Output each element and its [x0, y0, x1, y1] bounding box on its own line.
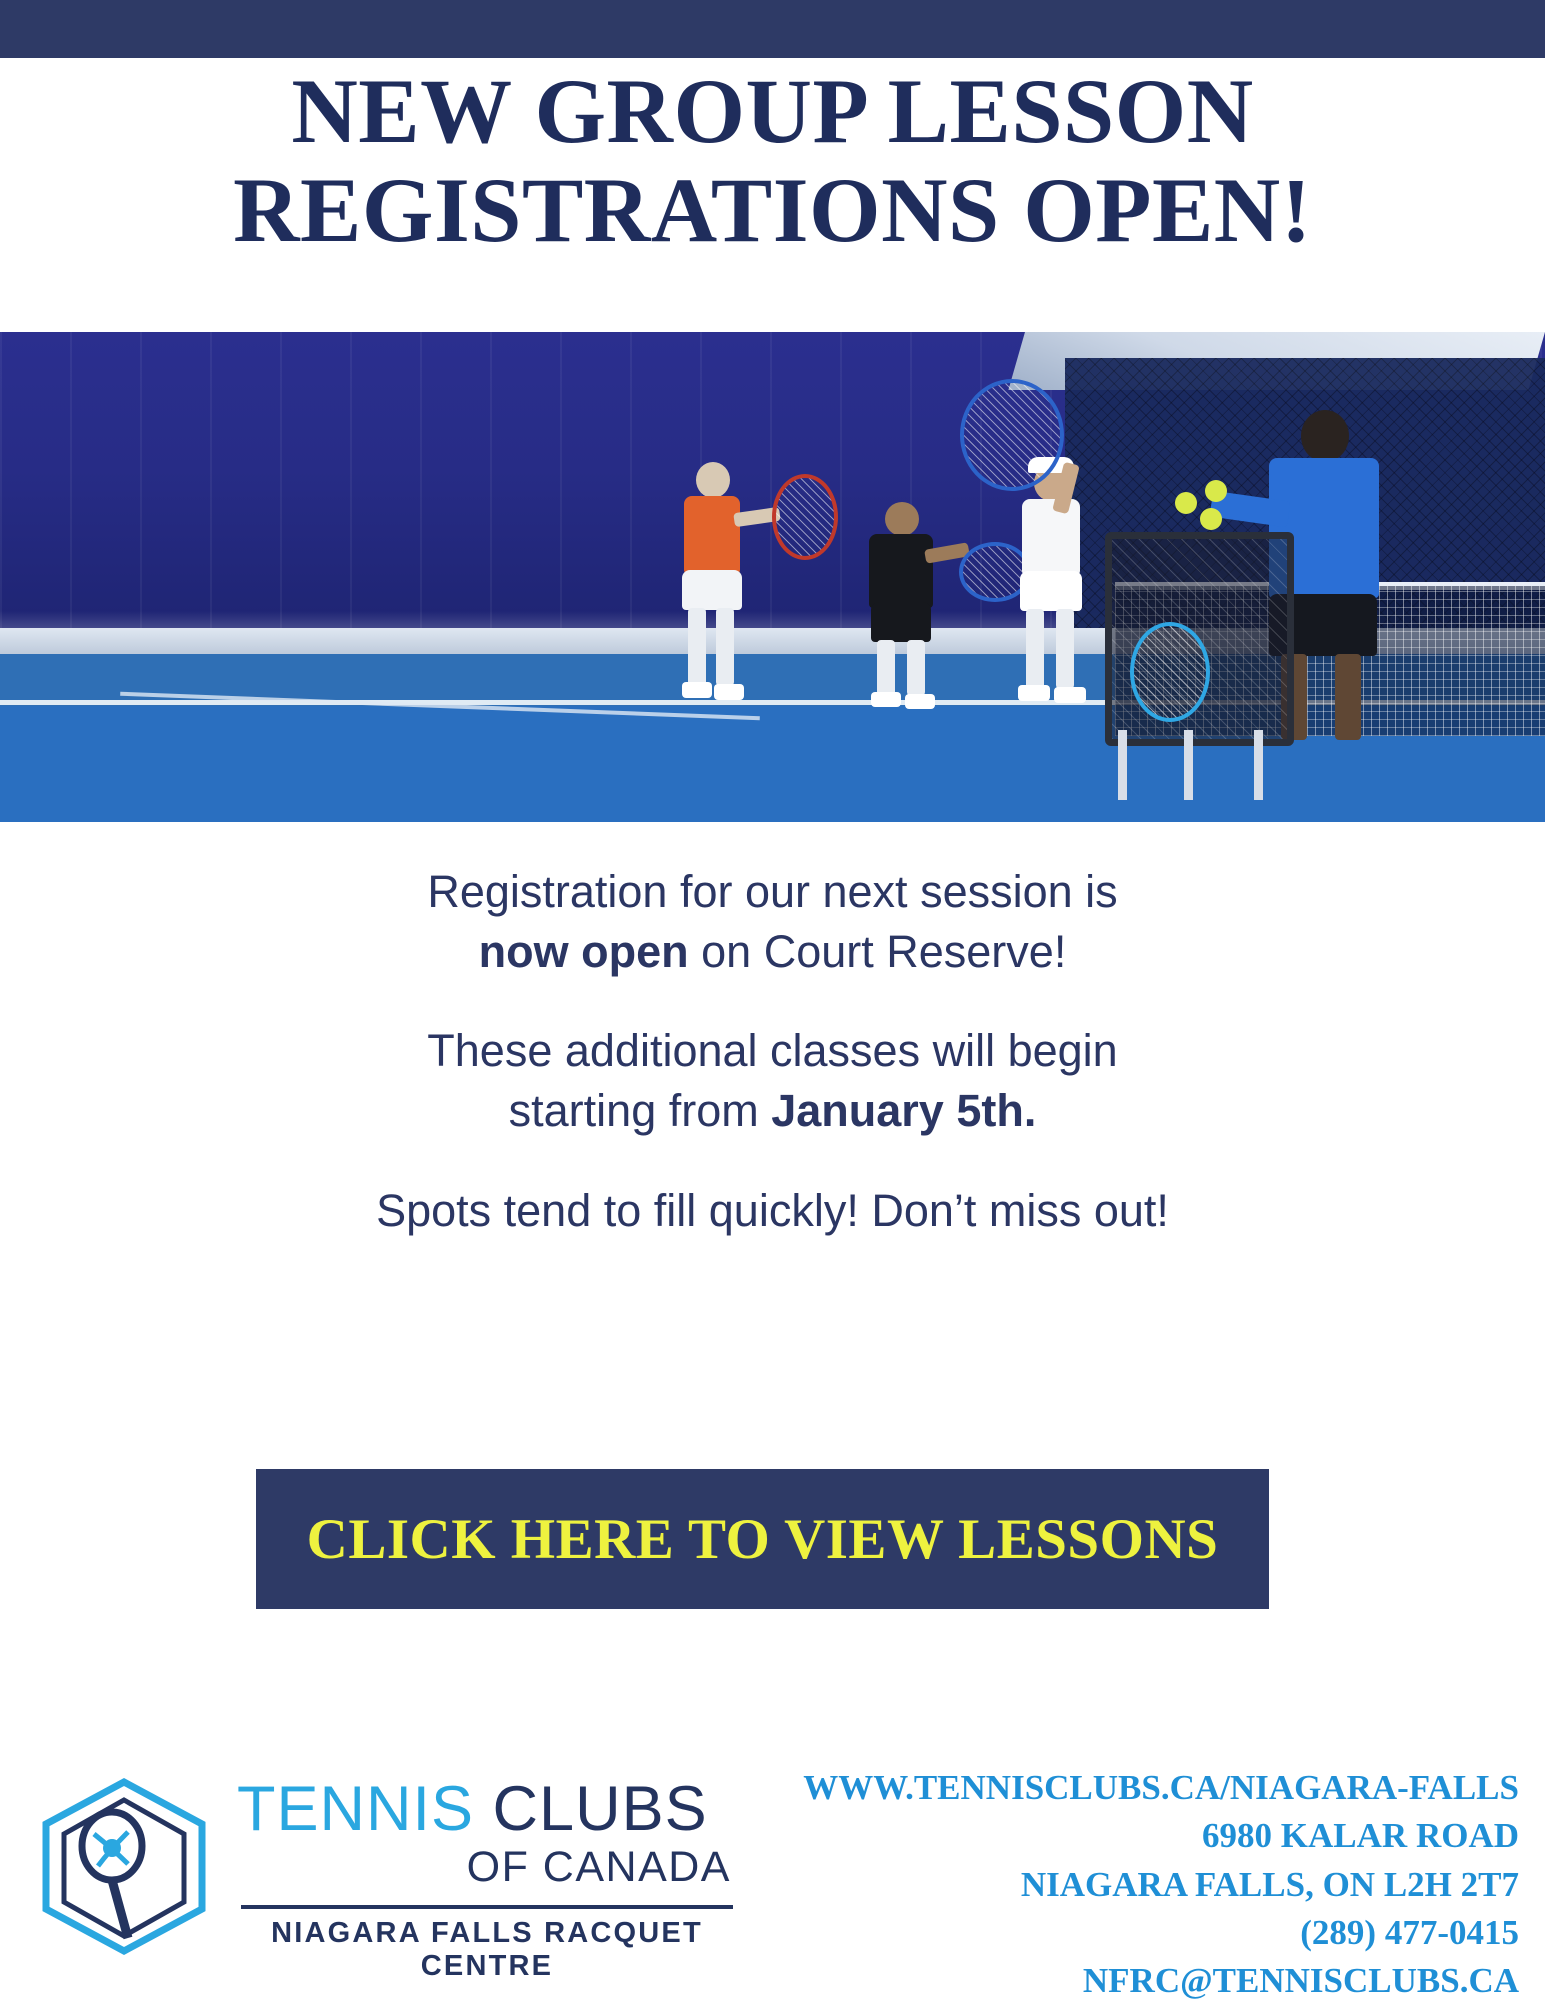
player-two-leg-left	[877, 640, 895, 696]
logo-word-clubs: CLUBS	[492, 1774, 708, 1844]
player-three-shoe-right	[1054, 687, 1086, 703]
view-lessons-button[interactable]	[256, 1469, 1269, 1609]
body-copy	[0, 862, 1545, 1279]
paragraph-registration-bold: now open	[478, 926, 689, 978]
contact-address-line-1: 6980 KALAR ROAD	[1202, 1816, 1519, 1856]
contact-address-line-2: NIAGARA FALLS, ON L2H 2T7	[1020, 1864, 1519, 1904]
player-three-skirt	[1020, 571, 1082, 611]
logo-divider	[241, 1905, 733, 1909]
tennis-ball-2	[1205, 480, 1227, 502]
logo-line-2: OF CANADA	[466, 1843, 731, 1891]
player-two	[855, 502, 975, 712]
tennis-ball-3	[1200, 508, 1222, 530]
footer	[0, 1742, 1545, 2000]
page-title	[0, 62, 1545, 261]
player-one-torso	[684, 496, 740, 574]
contact-phone[interactable]: (289) 477-0415	[1300, 1912, 1519, 1952]
cart-racquet	[1130, 622, 1210, 722]
logo-line-1	[237, 1774, 737, 1844]
paragraph-classes-line2: starting from	[508, 1084, 772, 1136]
player-two-shoe-right	[905, 694, 935, 709]
player-three-leg-right	[1056, 609, 1074, 689]
club-logo	[22, 1754, 762, 1984]
player-two-torso	[869, 534, 933, 608]
paragraph-spots: Spots tend to fill quickly! Don’t miss out!	[376, 1185, 1169, 1237]
logo-line-3: NIAGARA FALLS RACQUET CENTRE	[271, 1916, 703, 1982]
top-navy-bar	[0, 0, 1545, 58]
view-lessons-button-label: CLICK HERE TO VIEW LESSONS	[306, 1507, 1219, 1571]
paragraph-registration-line1: Registration for our next session is	[427, 866, 1118, 917]
player-one-skirt	[682, 570, 742, 610]
paragraph-classes-bold: January 5th.	[771, 1084, 1037, 1136]
player-one-shoe-right	[714, 684, 744, 700]
player-two-shoe-left	[871, 692, 901, 707]
player-three-racquet	[960, 379, 1064, 491]
headline-line-2: REGISTRATIONS OPEN!	[233, 159, 1312, 262]
headline-line-1: NEW GROUP LESSON	[291, 60, 1254, 162]
player-one-racquet	[772, 474, 838, 560]
player-two-leg-right	[907, 640, 925, 696]
contact-email[interactable]: NFRC@TENNISCLUBS.CA	[1082, 1961, 1519, 2001]
contact-website[interactable]: WWW.TENNISCLUBS.CA/NIAGARA-FALLS	[803, 1768, 1519, 1807]
player-one-leg-right	[716, 608, 734, 686]
logo-wordmark	[237, 1774, 737, 1983]
player-one-head	[696, 462, 730, 498]
coach-head	[1301, 410, 1349, 462]
logo-word-tennis: TENNIS	[237, 1774, 475, 1844]
tennis-clubs-logo-icon	[32, 1774, 217, 1959]
player-three-top	[1022, 499, 1080, 575]
contact-block	[759, 1764, 1519, 2005]
player-three-shoe-left	[1018, 685, 1050, 701]
paragraph-classes-line1: These additional classes will begin	[427, 1024, 1118, 1076]
paragraph-registration	[0, 862, 1545, 983]
paragraph-registration-line2: on Court Reserve!	[688, 926, 1067, 978]
tennis-photo	[0, 332, 1545, 822]
player-three-leg-left	[1026, 609, 1044, 689]
coach-leg-right	[1335, 654, 1361, 740]
player-one	[660, 462, 780, 702]
paragraph-classes	[0, 1021, 1545, 1142]
player-one-leg-left	[688, 608, 706, 686]
tennis-ball-1	[1175, 492, 1197, 514]
player-two-head	[885, 502, 919, 536]
player-two-shorts	[871, 602, 931, 642]
ball-cart-legs	[1112, 730, 1272, 800]
player-one-shoe-left	[682, 682, 712, 698]
